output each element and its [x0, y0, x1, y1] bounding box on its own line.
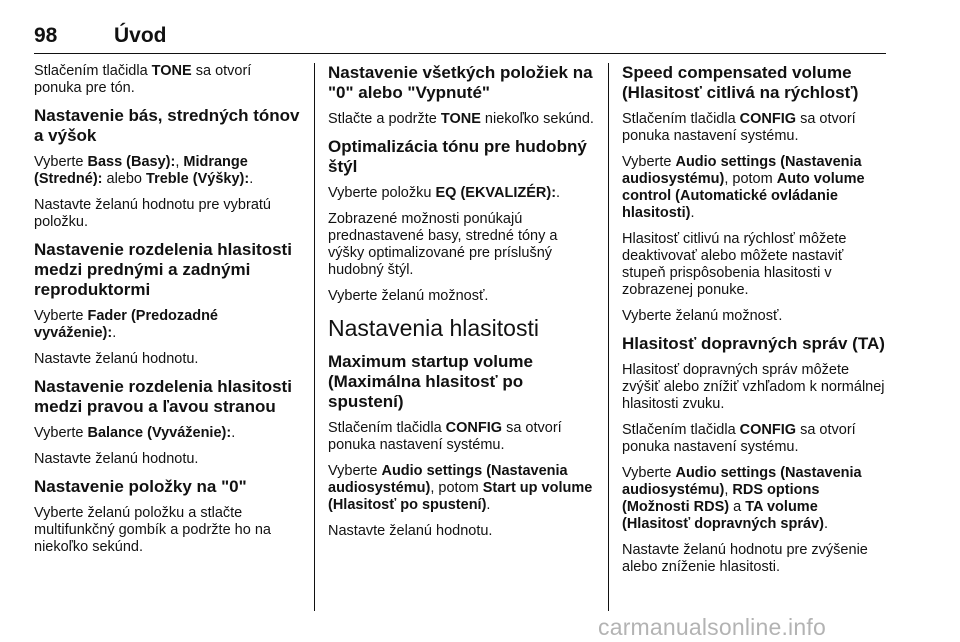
- paragraph: Vyberte Fader (Predozadné vyváženie):.: [34, 308, 218, 341]
- column-3: [622, 63, 886, 585]
- heading-startup-volume: Maximum startup volume (Maximálna hlasitosť po spustení): [328, 352, 533, 411]
- paragraph: Nastavte želanú hodnotu.: [34, 451, 199, 467]
- paragraph: Vyberte želanú možnosť.: [622, 308, 783, 324]
- heading-ta-volume: Hlasitosť dopravných správ (TA): [622, 334, 885, 353]
- paragraph: Stlačením tlačidla TONE sa otvorí ponuka pre tón.: [34, 63, 252, 96]
- paragraph: Nastavte želanú hodnotu.: [34, 351, 199, 367]
- page-number: 98: [34, 24, 58, 47]
- paragraph: Stlačením tlačidla CONFIG sa otvorí ponuka nastavení systému.: [328, 420, 562, 453]
- watermark: carmanualsonline.info: [598, 614, 826, 640]
- paragraph: Vyberte položku EQ (EKVALIZÉR):.: [328, 185, 561, 201]
- heading-speed-volume: Speed compensated volume (Hlasitosť citlivá na rýchlosť): [622, 63, 859, 102]
- heading-fader: Nastavenie rozdelenia hlasitosti medzi prednými a zadnými reproduktormi: [34, 240, 292, 299]
- paragraph: Nastavte želanú hodnotu pre vybratú položku.: [34, 197, 271, 230]
- column-2: [328, 63, 596, 549]
- heading-eq: Optimalizácia tónu pre hudobný štýl: [328, 137, 587, 176]
- paragraph: Stlačením tlačidla CONFIG sa otvorí ponuka nastavení systému.: [622, 422, 856, 455]
- header-divider: [34, 53, 886, 54]
- paragraph: Vyberte želanú možnosť.: [328, 288, 489, 304]
- paragraph: Hlasitosť dopravných správ môžete zvýšiť alebo znížiť vzhľadom k normálnej hlasitosti zvuku.: [622, 362, 885, 412]
- column-1: [34, 63, 302, 565]
- page-header: [34, 24, 886, 54]
- paragraph: Nastavte želanú hodnotu.: [328, 523, 493, 539]
- heading-bass-mid-treble: Nastavenie bás, stredných tónov a výšok: [34, 106, 300, 145]
- paragraph: Vyberte Bass (Basy):, Midrange (Stredné): alebo Treble (Výšky):.: [34, 154, 254, 187]
- chapter-title: Úvod: [114, 24, 167, 47]
- paragraph: Vyberte Balance (Vyváženie):.: [34, 425, 236, 441]
- paragraph: Zobrazené možnosti ponúkajú prednastavené basy, stredné tóny a výšky optimalizované pre príslušný hudobný štýl.: [328, 211, 558, 278]
- paragraph: Stlačením tlačidla CONFIG sa otvorí ponuka nastavení systému.: [622, 111, 856, 144]
- heading-balance: Nastavenie rozdelenia hlasitosti medzi pravou a ľavou stranou: [34, 377, 292, 416]
- paragraph: Hlasitosť citlivú na rýchlosť môžete deaktivovať alebo môžete nastaviť stupeň prispôsobenia hlasitosti v zobrazenej ponuke.: [622, 231, 847, 298]
- paragraph: Nastavte želanú hodnotu pre zvýšenie alebo zníženie hlasitosti.: [622, 542, 868, 575]
- paragraph: Vyberte Audio settings (Nastavenia audiosystému), potom Auto volume control (Automatické ovládanie hlasitosti).: [622, 154, 865, 221]
- section-title: Nastavenia hlasitosti: [328, 315, 539, 341]
- paragraph: Stlačte a podržte TONE niekoľko sekúnd.: [328, 111, 594, 127]
- heading-reset-item: Nastavenie položky na "0": [34, 477, 247, 496]
- column-divider-2: [608, 63, 609, 611]
- paragraph: Vyberte Audio settings (Nastavenia audiosystému), RDS options (Možnosti RDS) a TA volume (Hlasitosť dopravných správ).: [622, 465, 862, 532]
- paragraph: Vyberte želanú položku a stlačte multifunkčný gombík a podržte ho na niekoľko sekúnd.: [34, 505, 271, 555]
- paragraph: Vyberte Audio settings (Nastavenia audiosystému), potom Start up volume (Hlasitosť po spustení).: [328, 463, 593, 513]
- heading-reset-all: Nastavenie všetkých položiek na "0" alebo "Vypnuté": [328, 63, 593, 102]
- column-divider-1: [314, 63, 315, 611]
